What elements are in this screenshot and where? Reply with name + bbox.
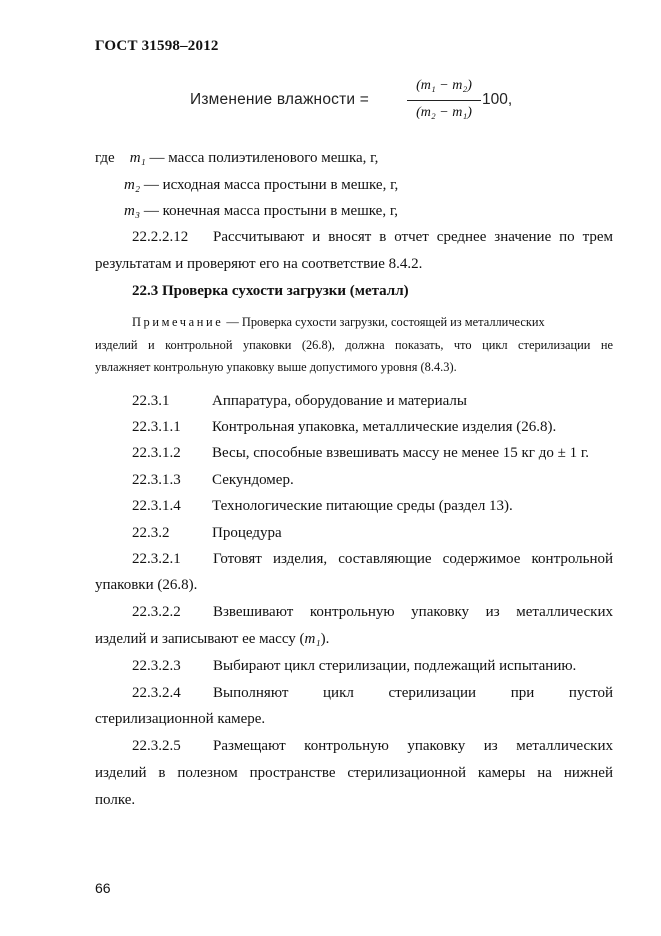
list-item xyxy=(132,472,294,489)
item-number: 22.3.2 xyxy=(132,525,170,541)
fraction-bar xyxy=(407,100,481,101)
item-number: 22.3.1.3 xyxy=(132,472,181,488)
step-text: полке. xyxy=(95,792,136,808)
item-number: 22.3.1.1 xyxy=(132,419,181,435)
note-line-3: увлажняет контрольную упаковку выше допустимого уровня (8.4.3). xyxy=(95,360,457,374)
humidity-formula xyxy=(190,78,530,130)
note-line-1 xyxy=(132,315,613,330)
formula-numerator: (m₁ − m₂) xyxy=(416,78,472,93)
step-number: 22.3.2.3 xyxy=(132,658,181,674)
definition-prefix: где xyxy=(95,150,115,166)
definition-m1 xyxy=(95,150,378,167)
definition-text: — масса полиэтиленового мешка, г, xyxy=(149,150,379,166)
item-text: Контрольная упаковка, металлические изделия (26.8). xyxy=(212,419,557,435)
item-number: 22.3.1 xyxy=(132,393,170,409)
list-item xyxy=(132,393,467,410)
paragraph-number: 22.2.2.12 xyxy=(132,229,189,245)
definition-text: — исходная масса простыни в мешке, г, xyxy=(143,177,399,193)
page-number: 66 xyxy=(95,880,111,896)
note-text: — Проверка сухости загрузки, состоящей из металлических xyxy=(226,315,545,329)
step-text: упаковки (26.8). xyxy=(95,577,198,593)
definition-text: — конечная масса простыни в мешке, г, xyxy=(143,203,399,219)
step-number: 22.3.2.1 xyxy=(132,551,181,567)
definition-symbol: m₁ xyxy=(129,150,146,166)
step-number: 22.3.2.5 xyxy=(132,738,181,754)
formula-multiplier: 100, xyxy=(482,91,513,108)
definition-m2 xyxy=(124,177,398,194)
list-item xyxy=(132,419,556,436)
step-number: 22.3.2.4 xyxy=(132,685,181,701)
step-text: Размещают контрольную упаковку из металлических xyxy=(213,738,613,754)
list-item xyxy=(132,525,282,542)
note-line-2: изделий и контрольной упаковки (26.8), должна показать, что цикл стерилизации не xyxy=(95,338,613,352)
step-text-part: ). xyxy=(320,631,330,647)
section-heading: 22.3 Проверка сухости загрузки (металл) xyxy=(132,283,409,299)
item-number: 22.3.1.4 xyxy=(132,498,181,514)
paragraph-text: результатам и проверяют его на соответствие 8.4.2. xyxy=(95,256,423,272)
definition-symbol: m₂ xyxy=(124,177,141,193)
step-text: Выполняют цикл стерилизации при пустой xyxy=(213,685,613,701)
formula-label: Изменение влажности = xyxy=(190,91,370,108)
step-text: Готовят изделия, составляющие содержимое контрольной xyxy=(213,551,613,567)
list-item xyxy=(132,498,513,515)
paragraph-text: Рассчитывают и вносят в отчет среднее значение по трем xyxy=(213,229,613,245)
definition-symbol: m₃ xyxy=(124,203,141,219)
step-text: Взвешивают контрольную упаковку из металлических xyxy=(213,604,613,620)
step-text xyxy=(95,631,329,648)
step-text: стерилизационной камере. xyxy=(95,711,266,727)
definition-m3 xyxy=(124,203,398,220)
item-text: Процедура xyxy=(212,525,282,541)
document-header: ГОСТ 31598–2012 xyxy=(95,38,219,54)
step-text: изделий в полезном пространстве стерилизационной камеры на нижней xyxy=(95,765,613,781)
formula-denominator: (m₂ − m₁) xyxy=(416,105,472,120)
item-text: Технологические питающие среды (раздел 13). xyxy=(212,498,513,514)
item-text: Аппаратура, оборудование и материалы xyxy=(212,393,467,409)
note-label: Примечание xyxy=(132,315,224,329)
step-number: 22.3.2.2 xyxy=(132,604,181,620)
step-text-part: изделий и записывают ее массу ( xyxy=(95,631,305,647)
item-text: Весы, способные взвешивать массу не менее 15 кг до ± 1 г. xyxy=(212,445,590,461)
mass-symbol: m₁ xyxy=(304,631,321,647)
item-text: Секундомер. xyxy=(212,472,294,488)
list-item xyxy=(132,445,589,462)
step-text: Выбирают цикл стерилизации, подлежащий испытанию. xyxy=(213,658,577,674)
item-number: 22.3.1.2 xyxy=(132,445,181,461)
